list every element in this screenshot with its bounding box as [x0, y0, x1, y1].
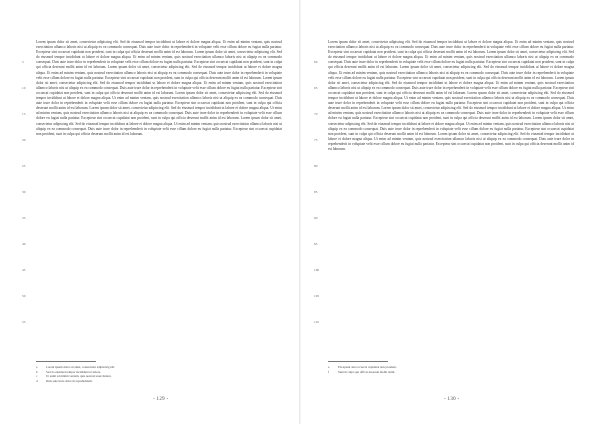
left-page-number: - 129 -: [153, 397, 169, 402]
footnote-text: Excepteur sint occaecat cupidatat non proident.: [338, 365, 397, 369]
line-number: 60: [314, 60, 318, 64]
footnote-text: Sed do eiusmod tempor incididunt ut labore.: [46, 369, 102, 374]
footnote: [36, 379, 282, 384]
right-page-body-text: Lorem ipsum dolor sit amet, consectetur adipiscing elit. Sed do eiusmod tempor incididunt ut labore et dolore magna aliqua. Ut enim ad minim veniam, quis nostrud exercitation ullamco laboris nisi ut aliquip ex ea commodo consequat. Duis aute irure dolor in reprehenderit in voluptate velit esse cillum dolore eu fugiat nulla pariatur. Excepteur sint occaecat cupidatat non proident, sunt in culpa qui officia deserunt mollit anim id est laborum. Lorem ipsum dolor sit amet, consectetur adipiscing elit. Sed do eiusmod tempor incididunt ut labore et dolore magna aliqua. Ut enim ad minim veniam, quis nostrud exercitation ullamco laboris nisi ut aliquip ex ea commodo consequat. Duis aute irure dolor in reprehenderit in voluptate velit esse cillum dolore eu fugiat nulla pariatur. Excepteur sint occaecat cupidatat non proident, sunt in culpa qui officia deserunt mollit anim id est laborum. Lorem ipsum dolor sit amet, consectetur adipiscing elit. Sed do eiusmod tempor incididunt ut labore et dolore magna aliqua. Ut enim ad minim veniam, quis nostrud exercitation ullamco laboris nisi ut aliquip ex ea commodo consequat. Duis aute irure dolor in reprehenderit in voluptate velit esse cillum dolore eu fugiat nulla pariatur. Excepteur sint occaecat cupidatat non proident, sunt in culpa qui officia deserunt mollit anim id est laborum. Lorem ipsum dolor sit amet, consectetur adipiscing elit. Sed do eiusmod tempor incididunt ut labore et dolore magna aliqua. Ut enim ad minim veniam, quis nostrud exercitation ullamco laboris nisi ut aliquip ex ea commodo consequat. Duis aute irure dolor in reprehenderit in voluptate velit esse cillum dolore eu fugiat nulla pariatur. Excepteur sint occaecat cupidatat non proident, sunt in culpa qui officia deserunt mollit anim id est laborum. Lorem ipsum dolor sit amet, consectetur adipiscing elit. Sed do eiusmod tempor incididunt ut labore et dolore magna aliqua. Ut enim ad minim veniam, quis nostrud exercitation ullamco laboris nisi ut aliquip ex ea commodo consequat. Duis aute irure dolor in reprehenderit in voluptate velit esse cillum dolore eu fugiat nulla pariatur. Excepteur sint occaecat cupidatat non proident, sunt in culpa qui officia deserunt mollit anim id est laborum. Lorem ipsum dolor sit amet, consectetur adipiscing elit. Sed do eiusmod tempor incididunt ut labore et dolore magna aliqua. Ut enim ad minim veniam, quis nostrud exercitation ullamco laboris nisi ut aliquip ex ea commodo consequat. Duis aute irure dolor in reprehenderit in voluptate velit esse cillum dolore eu fugiat nulla pariatur. Excepteur sint occaecat cupidatat non proident, sunt in culpa qui officia deserunt mollit anim id est laborum. Lorem ipsum dolor sit amet, consectetur adipiscing elit. Sed do eiusmod tempor incididunt ut labore et dolore magna aliqua. Ut enim ad minim veniam, quis nostrud exercitation ullamco laboris nisi ut aliquip ex ea commodo consequat. Duis aute irure dolor in reprehenderit in voluptate velit esse cillum dolore eu fugiat nulla pariatur. Excepteur sint occaecat cupidatat non proident, sunt in culpa qui officia deserunt mollit anim id est laborum. Lorem ipsum dolor sit amet, consectetur adipiscing elit. Sed do eiusmod tempor incididunt ut labore et dolore magna aliqua. Ut enim ad minim veniam, quis nostrud exercitation ullamco laboris nisi ut aliquip ex ea commodo consequat. Duis aute irure dolor in reprehenderit in voluptate velit esse cillum dolore eu fugiat nulla pariatur. Excepteur sint occaecat cupidatat non proident, sunt in culpa qui officia deserunt mollit anim id est laborum.: [328, 40, 575, 151]
line-number: 110: [314, 320, 319, 324]
footnote-rule: [328, 361, 388, 362]
footnote-mark: d: [36, 378, 38, 383]
footnote-text: Lorem ipsum dolor sit amet, consectetur adipiscing elit.: [46, 365, 115, 369]
line-number: 10: [22, 86, 26, 90]
line-number: 5: [22, 60, 24, 64]
line-number: 95: [314, 242, 318, 246]
line-number: 65: [314, 86, 318, 90]
line-number: 85: [314, 190, 318, 194]
line-number: 90: [314, 216, 318, 220]
footnote-text: Duis aute irure dolor in reprehenderit.: [46, 378, 93, 383]
line-number: 30: [22, 190, 26, 194]
footnote: [328, 370, 574, 375]
line-number: 35: [22, 216, 26, 220]
footnote-text: Sunt in culpa qui officia deserunt mollit anim.: [338, 369, 395, 374]
footnote-mark: a: [36, 365, 38, 369]
line-number: 50: [22, 294, 26, 298]
right-page-footnotes: [328, 365, 574, 374]
line-number: 25: [22, 164, 26, 168]
footnote-mark: f: [328, 369, 330, 374]
line-number: 40: [22, 242, 26, 246]
footnote-mark: b: [36, 369, 38, 374]
line-number: 15: [22, 112, 26, 116]
left-page: [36, 40, 282, 390]
left-line-numbers: [22, 40, 32, 352]
left-page-body-text: Lorem ipsum dolor sit amet, consectetur adipiscing elit. Sed do eiusmod tempor incididunt ut labore et dolore magna aliqua. Ut enim ad minim veniam, quis nostrud exercitation ullamco laboris nisi ut aliquip ex ea commodo consequat. Duis aute irure dolor in reprehenderit in voluptate velit esse cillum dolore eu fugiat nulla pariatur. Excepteur sint occaecat cupidatat non proident, sunt in culpa qui officia deserunt mollit anim id est laborum. Lorem ipsum dolor sit amet, consectetur adipiscing elit. Sed do eiusmod tempor incididunt ut labore et dolore magna aliqua. Ut enim ad minim veniam, quis nostrud exercitation ullamco laboris nisi ut aliquip ex ea commodo consequat. Duis aute irure dolor in reprehenderit in voluptate velit esse cillum dolore eu fugiat nulla pariatur. Excepteur sint occaecat cupidatat non proident, sunt in culpa qui officia deserunt mollit anim id est laborum. Lorem ipsum dolor sit amet, consectetur adipiscing elit. Sed do eiusmod tempor incididunt ut labore et dolore magna aliqua. Ut enim ad minim veniam, quis nostrud exercitation ullamco laboris nisi ut aliquip ex ea commodo consequat. Duis aute irure dolor in reprehenderit in voluptate velit esse cillum dolore eu fugiat nulla pariatur. Excepteur sint occaecat cupidatat non proident, sunt in culpa qui officia deserunt mollit anim id est laborum. Lorem ipsum dolor sit amet, consectetur adipiscing elit. Sed do eiusmod tempor incididunt ut labore et dolore magna aliqua. Ut enim ad minim veniam, quis nostrud exercitation ullamco laboris nisi ut aliquip ex ea commodo consequat. Duis aute irure dolor in reprehenderit in voluptate velit esse cillum dolore eu fugiat nulla pariatur. Excepteur sint occaecat cupidatat non proident, sunt in culpa qui officia deserunt mollit anim id est laborum. Lorem ipsum dolor sit amet, consectetur adipiscing elit. Sed do eiusmod tempor incididunt ut labore et dolore magna aliqua. Ut enim ad minim veniam, quis nostrud exercitation ullamco laboris nisi ut aliquip ex ea commodo consequat. Duis aute irure dolor in reprehenderit in voluptate velit esse cillum dolore eu fugiat nulla pariatur. Excepteur sint occaecat cupidatat non proident, sunt in culpa qui officia deserunt mollit anim id est laborum. Lorem ipsum dolor sit amet, consectetur adipiscing elit. Sed do eiusmod tempor incididunt ut labore et dolore magna aliqua. Ut enim ad minim veniam, quis nostrud exercitation ullamco laboris nisi ut aliquip ex ea commodo consequat. Duis aute irure dolor in reprehenderit in voluptate velit esse cillum dolore eu fugiat nulla pariatur. Excepteur sint occaecat cupidatat non proident, sunt in culpa qui officia deserunt mollit anim id est laborum. Lorem ipsum dolor sit amet, consectetur adipiscing elit. Sed do eiusmod tempor incididunt ut labore et dolore magna aliqua. Ut enim ad minim veniam, quis nostrud exercitation ullamco laboris nisi ut aliquip ex ea commodo consequat. Duis aute irure dolor in reprehenderit in voluptate velit esse cillum dolore eu fugiat nulla pariatur. Excepteur sint occaecat cupidatat non proident, sunt in culpa qui officia deserunt mollit anim id est laborum.: [36, 40, 283, 136]
line-number: 75: [314, 138, 318, 142]
footnote-mark: e: [328, 365, 330, 369]
footnote-mark: c: [36, 374, 38, 378]
footnote-rule: [36, 361, 96, 362]
line-number: 105: [314, 294, 320, 298]
line-number: 80: [314, 164, 318, 168]
line-number: 55: [22, 320, 26, 324]
line-number: 70: [314, 112, 318, 116]
left-page-footnotes: [36, 365, 282, 383]
line-number: 20: [22, 138, 26, 142]
page-gutter: [299, 0, 301, 424]
footnote-text: Ut enim ad minim veniam, quis nostrud exercitation.: [46, 374, 112, 378]
right-page: [328, 40, 574, 390]
line-number: 45: [22, 268, 26, 272]
right-page-number: - 130 -: [444, 397, 460, 402]
line-number: 100: [314, 268, 320, 272]
right-line-numbers: [314, 40, 324, 352]
